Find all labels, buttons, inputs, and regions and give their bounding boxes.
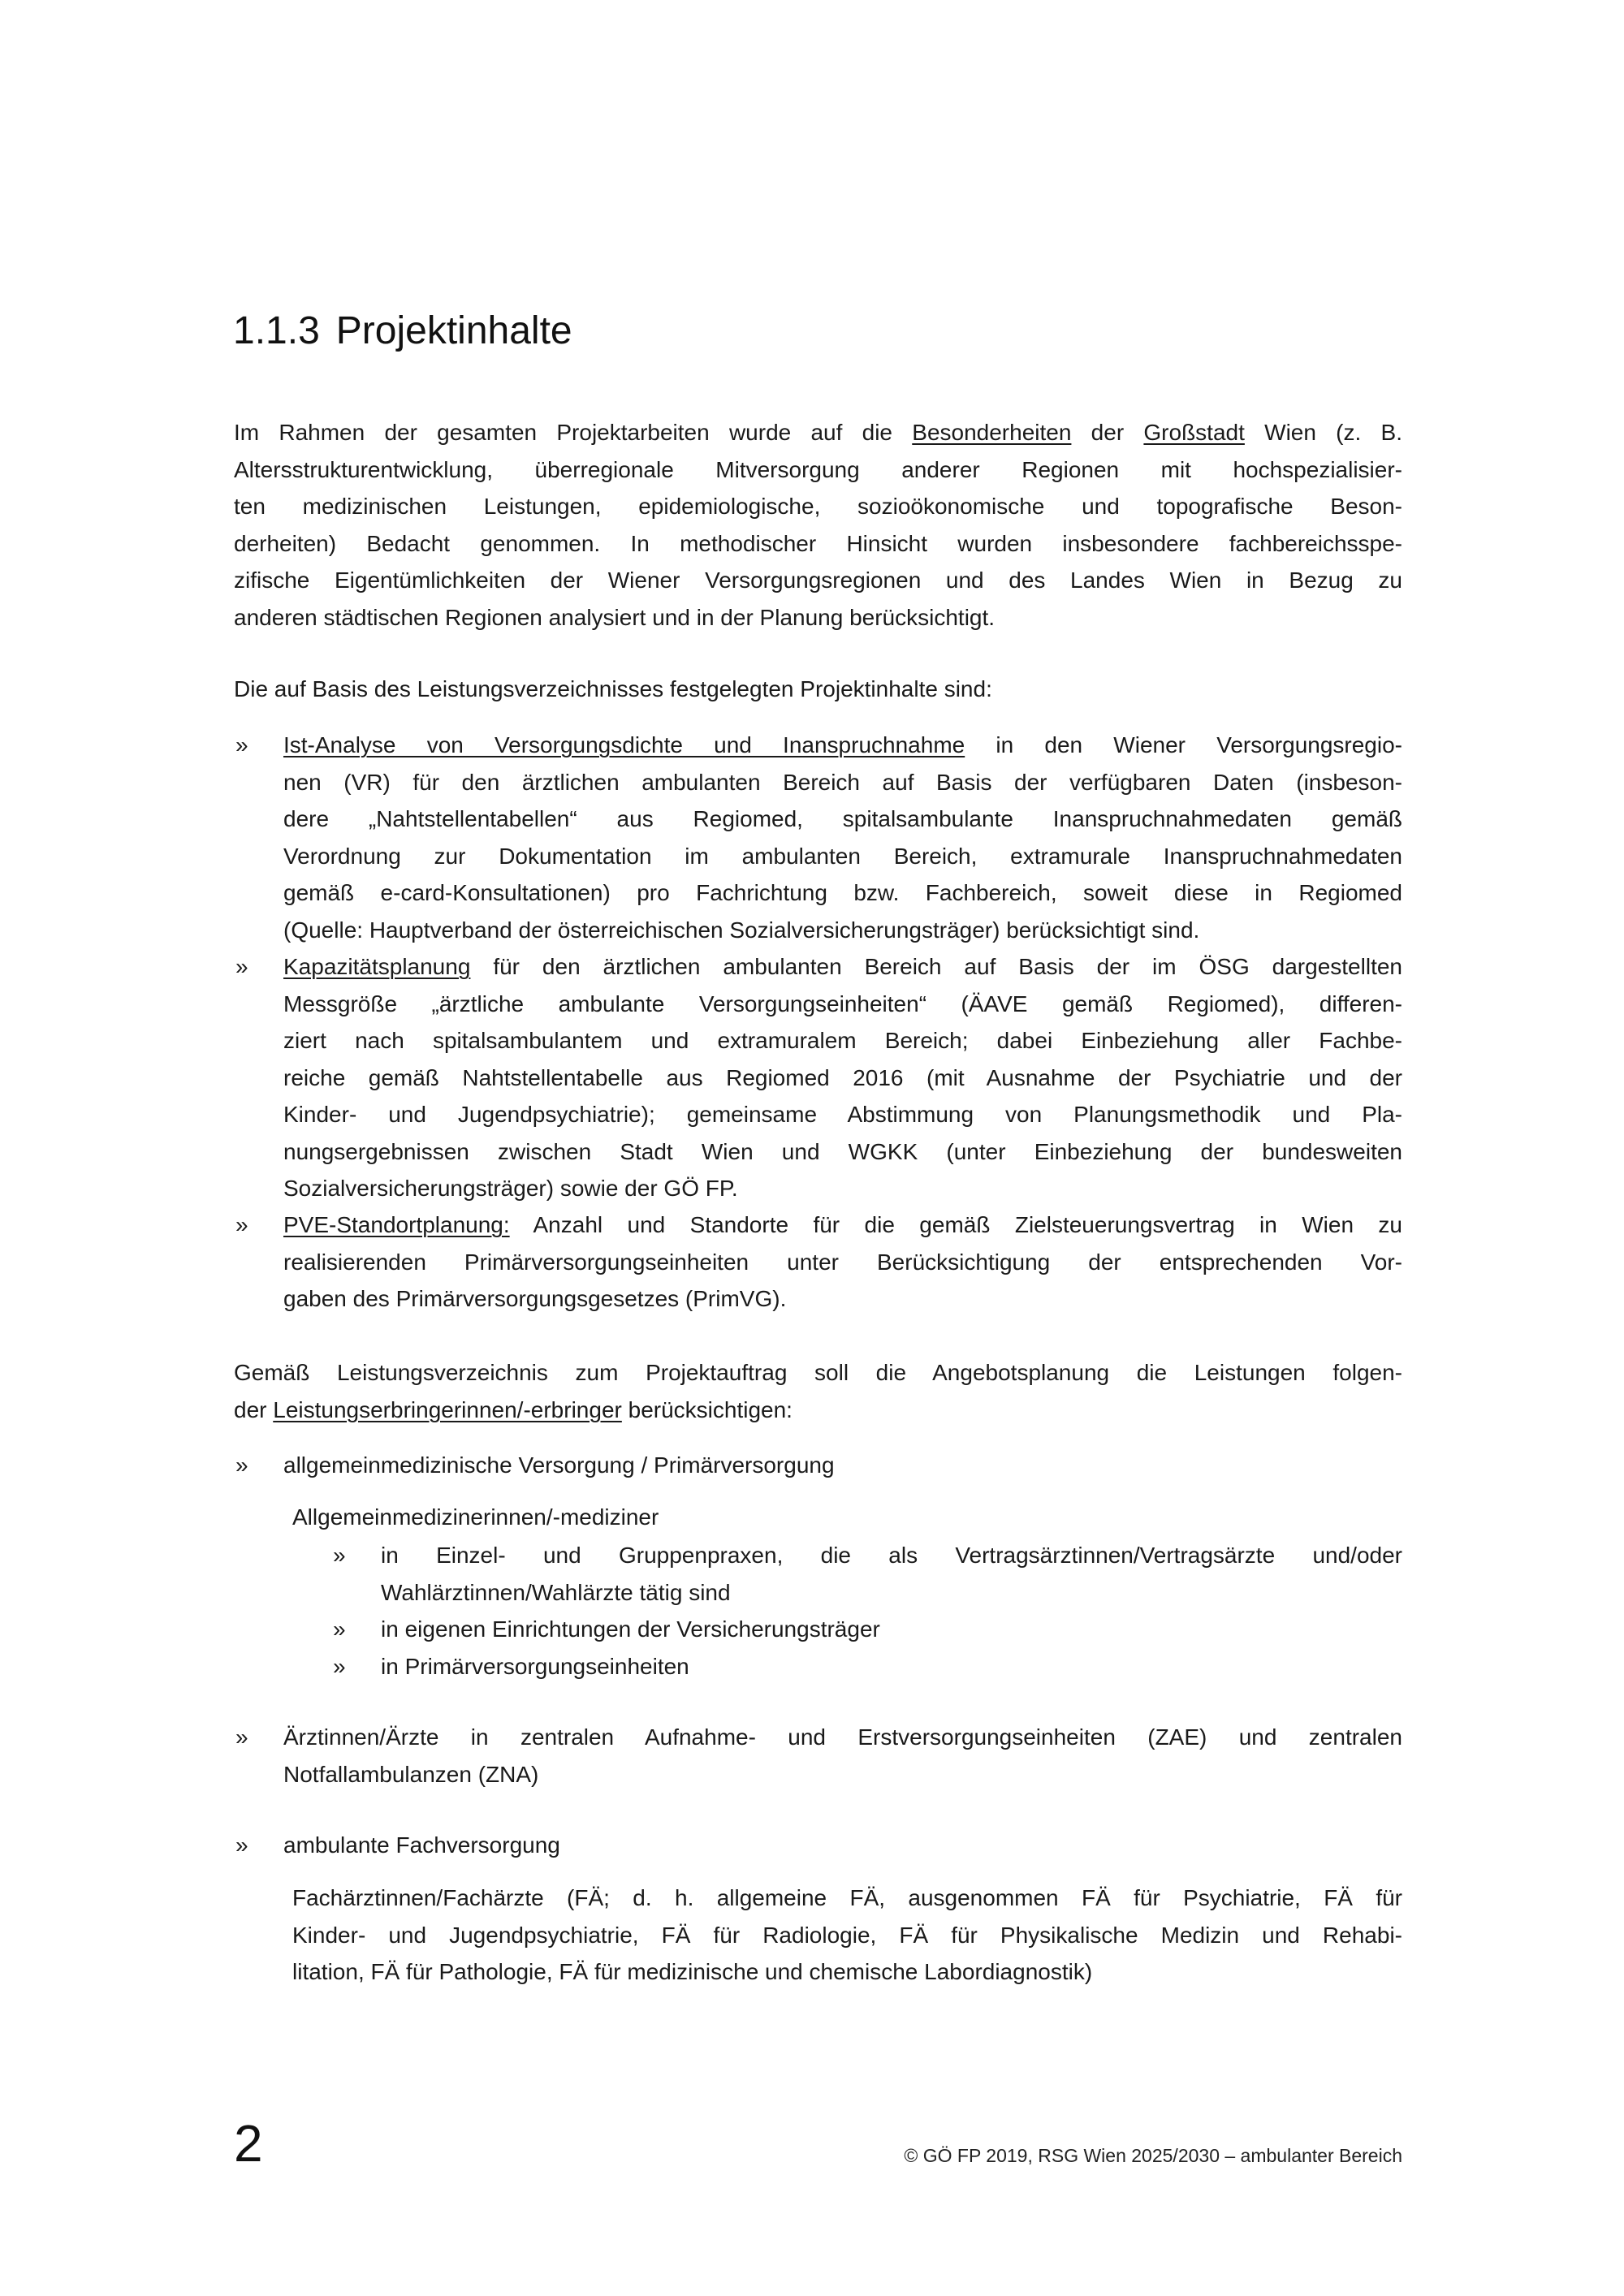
text-segment: Verordnung zur Dokumentation im ambulanten Bereich, extramurale Inanspruchnahmedaten — [283, 843, 1402, 869]
text-line — [283, 912, 1402, 949]
text-segment: (Quelle: Hauptverband der österreichischen Sozialversicherungsträger) berücksichtigt sind. — [283, 917, 1200, 943]
text-segment: nungsergebnissen zwischen Stadt Wien und WGKK (unter Einbeziehung der bundesweiten — [283, 1138, 1402, 1164]
page-number: 2 — [234, 2114, 263, 2173]
page-footer: © GÖ FP 2019, RSG Wien 2025/2030 – ambulanter Bereich — [904, 2145, 1402, 2166]
text-line — [292, 1917, 1402, 1954]
text-line — [292, 1953, 1402, 1991]
text-segment: in Einzel- und Gruppenpraxen, die als Vertragsärztinnen/Vertragsärzte und/oder — [381, 1543, 1402, 1568]
text-segment: ziert nach spitalsambulantem und extramuralem Bereich; dabei Einbeziehung aller Fachbe- — [283, 1028, 1402, 1053]
text-line — [283, 1244, 1402, 1281]
text-segment: Ärztinnen/Ärzte in zentralen Aufnahme- und Erstversorgungseinheiten (ZAE) und zentralen — [283, 1724, 1402, 1750]
text-line — [381, 1537, 1402, 1574]
text-segment: derheiten) Bedacht genommen. In methodischer Hinsicht wurden insbesondere fachbereichsspe- — [234, 530, 1402, 556]
bullet-marker: » — [235, 1452, 248, 1478]
section-heading — [233, 307, 572, 356]
text-line — [234, 1392, 1402, 1429]
text-segment: reiche gemäß Nahtstellentabelle aus Regiomed 2016 (mit Ausnahme der Psychiatrie und der — [283, 1064, 1402, 1090]
bullet-marker: » — [235, 954, 248, 979]
text-segment: gaben des Primärversorgungsgesetzes (PrimVG). — [283, 1286, 787, 1311]
text-segment: dere „Nahtstellentabellen“ aus Regiomed, spitalsambulante Inanspruchnahmedaten gemäß — [283, 806, 1402, 831]
text-line — [283, 838, 1402, 875]
text-line — [283, 986, 1402, 1023]
text-segment: Im Rahmen der gesamten Projektarbeiten wurde auf die — [234, 420, 913, 445]
text-line — [283, 1756, 1402, 1793]
underlined-term: Großstadt — [1143, 420, 1245, 445]
underlined-term: Besonderheiten — [912, 420, 1072, 445]
text-line — [234, 488, 1402, 525]
text-line — [283, 764, 1402, 801]
text-segment: Anzahl und Standorte für die gemäß Zielsteuerungsvertrag in Wien zu — [509, 1212, 1402, 1237]
text-segment: anderen städtischen Regionen analysiert und in der Planung berücksichtigt. — [234, 604, 996, 630]
text-segment: in den Wiener Versorgungsregio- — [965, 732, 1402, 757]
text-segment: nen (VR) für den ärztlichen ambulanten Bereich auf Basis der verfügbaren Daten (insbeson- — [283, 769, 1402, 795]
list-item-zae-zna — [283, 1719, 1402, 1793]
text-line — [283, 1060, 1402, 1097]
text-line — [283, 1447, 1402, 1484]
fachaerzte-paragraph — [292, 1880, 1402, 1991]
bullet-marker: » — [235, 1724, 248, 1750]
sub-list-item — [381, 1648, 1402, 1685]
sub-bullet-marker: » — [333, 1654, 346, 1679]
text-segment: zifische Eigentümlichkeiten der Wiener Versorgungsregionen und des Landes Wien in Bezug zu — [234, 568, 1402, 593]
text-segment: Wahlärztinnen/Wahlärzte tätig sind — [381, 1579, 731, 1605]
underlined-term: Leistungserbringerinnen/-erbringer — [273, 1396, 622, 1422]
underlined-term: Ist-Analyse von Versorgungsdichte und Inanspruchnahme — [283, 732, 965, 757]
underlined-term: Kapazitätsplanung — [283, 954, 471, 979]
sub-list-item — [381, 1537, 1402, 1611]
sub-list-item — [381, 1611, 1402, 1648]
text-line — [283, 1719, 1402, 1756]
text-line — [234, 599, 1402, 637]
text-line — [234, 414, 1402, 451]
text-line — [381, 1611, 1402, 1648]
text-segment: realisierenden Primärversorgungseinheiten unter Berücksichtigung der entsprechenden Vor- — [283, 1249, 1402, 1275]
text-line — [283, 1280, 1402, 1318]
text-line — [283, 874, 1402, 912]
text-segment: in eigenen Einrichtungen der Versicherungsträger — [381, 1616, 880, 1642]
list-item-pve-standortplanung — [283, 1206, 1402, 1318]
text-line — [283, 1827, 1402, 1864]
intro-paragraph — [234, 414, 1402, 636]
text-line — [381, 1648, 1402, 1685]
text-line — [381, 1574, 1402, 1612]
text-segment: Die auf Basis des Leistungsverzeichnisses festgelegten Projektinhalte sind: — [234, 676, 992, 701]
text-segment: für den ärztlichen ambulanten Bereich auf Basis der im ÖSG dargestellten — [470, 954, 1402, 979]
section-title: Projektinhalte — [335, 309, 572, 352]
text-segment: Wien (z. B. — [1244, 420, 1402, 445]
text-line — [234, 671, 1402, 708]
text-segment: Gemäß Leistungsverzeichnis zum Projektauftrag soll die Angebotsplanung die Leistungen folgen- — [234, 1360, 1402, 1385]
text-segment: Notfallambulanzen (ZNA) — [283, 1761, 539, 1787]
text-segment: Allgemeinmedizinerinnen/-mediziner — [292, 1504, 659, 1530]
providers-paragraph — [234, 1354, 1402, 1428]
text-segment: Kinder- und Jugendpsychiatrie); gemeinsame Abstimmung von Planungsmethodik und Pla- — [283, 1102, 1402, 1127]
text-segment: gemäß e-card-Konsultationen) pro Fachrichtung bzw. Fachbereich, soweit diese in Regiomed — [283, 880, 1402, 905]
list-item-allgemeinmedizin — [283, 1447, 1402, 1484]
bullet-marker: » — [235, 1832, 248, 1858]
list-item-ist-analyse — [283, 727, 1402, 948]
content-list-intro — [234, 671, 1402, 708]
list-item-fachversorgung — [283, 1827, 1402, 1864]
text-line — [292, 1499, 1402, 1536]
text-line — [234, 562, 1402, 599]
text-segment: ten medizinischen Leistungen, epidemiologische, sozioökonomische und topografische Beson- — [234, 494, 1402, 519]
text-segment: berücksichtigen: — [621, 1396, 793, 1422]
text-line — [283, 1022, 1402, 1060]
sub-bullet-marker: » — [333, 1616, 346, 1642]
text-line — [283, 801, 1402, 838]
text-segment: Fachärztinnen/Fachärzte (FÄ; d. h. allgemeine FÄ, ausgenommen FÄ für Psychiatrie, FÄ für — [292, 1885, 1402, 1910]
text-segment: Kinder- und Jugendpsychiatrie, FÄ für Radiologie, FÄ für Physikalische Medizin und Rehabi- — [292, 1922, 1402, 1948]
text-line — [283, 1170, 1402, 1207]
sub-bullet-marker: » — [333, 1543, 346, 1568]
text-segment: Messgröße „ärztliche ambulante Versorgungseinheiten“ (ÄAVE gemäß Regiomed), differen- — [283, 990, 1402, 1016]
text-segment: Altersstrukturentwicklung, überregionale Mitversorgung anderer Regionen mit hochspezialisier- — [234, 456, 1402, 482]
text-segment: in Primärversorgungseinheiten — [381, 1654, 689, 1679]
bullet-marker: » — [235, 1212, 248, 1237]
text-line — [283, 727, 1402, 764]
text-line — [234, 1354, 1402, 1392]
text-segment: der — [1071, 420, 1144, 445]
text-line — [283, 948, 1402, 986]
section-number: 1.1.3 — [233, 309, 320, 352]
text-segment: ambulante Fachversorgung — [283, 1832, 560, 1858]
text-line — [283, 1096, 1402, 1133]
text-segment: allgemeinmedizinische Versorgung / Primärversorgung — [283, 1452, 835, 1478]
list-item-kapazitaetsplanung — [283, 948, 1402, 1207]
bullet-marker: » — [235, 732, 248, 757]
underlined-term: PVE-Standortplanung: — [283, 1212, 510, 1237]
subheading-allgemeinmediziner — [292, 1499, 1402, 1536]
text-line — [234, 451, 1402, 489]
text-segment: der — [234, 1396, 274, 1422]
text-segment: Sozialversicherungsträger) sowie der GÖ FP. — [283, 1176, 738, 1201]
text-line — [234, 525, 1402, 563]
text-segment: litation, FÄ für Pathologie, FÄ für medizinische und chemische Labordiagnostik) — [292, 1959, 1093, 1984]
text-line — [292, 1880, 1402, 1917]
text-line — [283, 1133, 1402, 1171]
text-line — [283, 1206, 1402, 1244]
